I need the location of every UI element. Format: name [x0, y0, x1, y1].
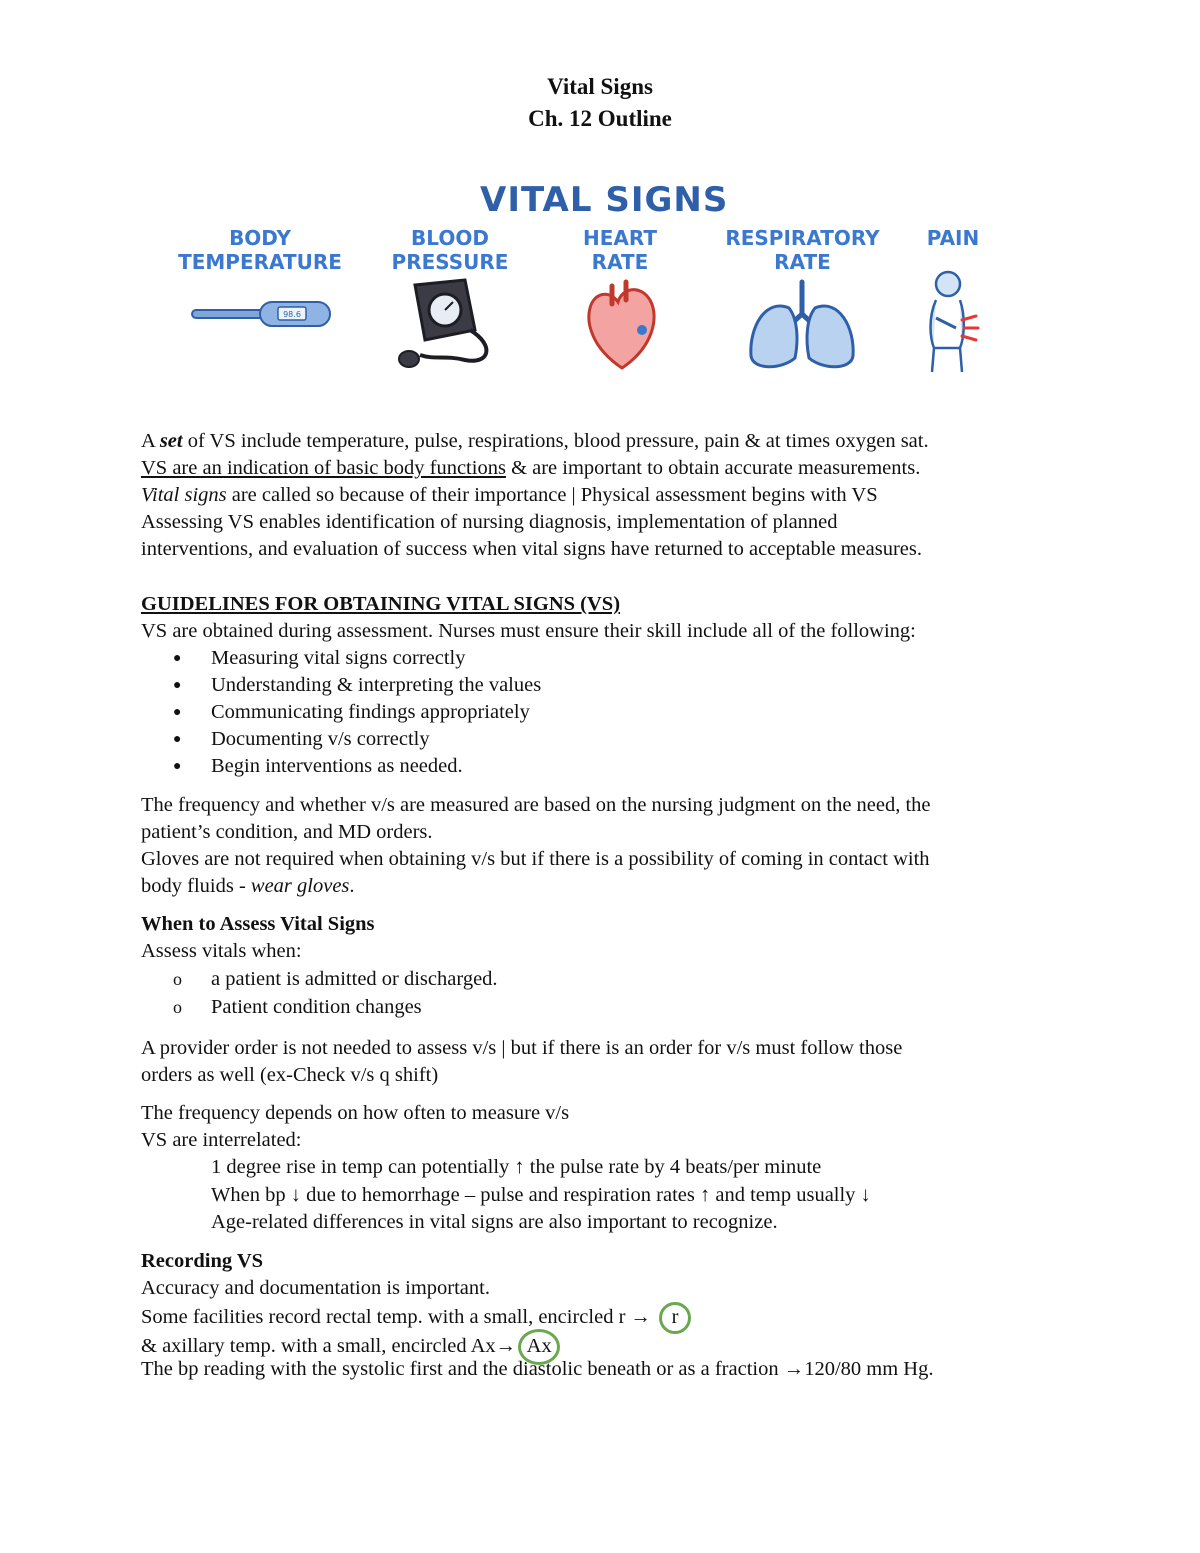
list-item: Patient condition changes [211, 996, 422, 1018]
recording-line-2: Some facilities record rectal temp. with a small, encircled r → r [141, 1302, 691, 1334]
interrelated-sub-3: Age-related differences in vital signs are also important to recognize. [211, 1211, 778, 1233]
gloves-line-1: Gloves are not required when obtaining v/s but if there is a possibility of coming in contact with [141, 848, 930, 870]
page-title: Vital Signs [547, 74, 653, 99]
label-body-temperature: BODY TEMPERATURE [178, 226, 342, 274]
blood-pressure-cuff-icon [395, 275, 505, 375]
illustration-title: VITAL SIGNS [480, 180, 729, 220]
bullet-icon: ● [173, 759, 182, 774]
lungs-icon [745, 278, 860, 374]
pain-figure-icon [918, 268, 982, 376]
bullet-icon: ● [173, 705, 182, 720]
interrelated-sub-1: 1 degree rise in temp can potentially ↑ the pulse rate by 4 beats/per minute [211, 1156, 822, 1178]
bullet-icon: ● [173, 732, 182, 747]
recording-heading: Recording VS [141, 1250, 264, 1272]
label-respiratory-rate: RESPIRATORY RATE [725, 226, 880, 274]
order-line-1: A provider order is not needed to assess v/s | but if there is an order for v/s must follow those [141, 1037, 903, 1059]
thermometer-icon [190, 298, 335, 332]
bullet-icon: ● [173, 651, 182, 666]
thermometer-reading: 98.6 [283, 310, 301, 319]
intro-line-4: Assessing VS enables identification of nursing diagnosis, implementation of planned [141, 511, 838, 533]
frequency-line-1: The frequency and whether v/s are measured are based on the nursing judgment on the need, the [141, 794, 931, 816]
frequency-line-2: patient’s condition, and MD orders. [141, 821, 433, 843]
list-item: Begin interventions as needed. [211, 755, 463, 777]
list-item: Communicating findings appropriately [211, 701, 530, 723]
gloves-line-2: body fluids - wear gloves. [141, 875, 355, 897]
bullet-icon: ● [173, 678, 182, 693]
intro-line-3: Vital signs are called so because of their importance | Physical assessment begins with VS [141, 484, 878, 506]
interrelated-line: VS are interrelated: [141, 1129, 302, 1151]
when-lead: Assess vitals when: [141, 940, 302, 962]
recording-line-1: Accuracy and documentation is important. [141, 1277, 490, 1299]
encircled-ax: Ax [518, 1329, 560, 1365]
intro-line-2: VS are an indication of basic body functions & are important to obtain accurate measurements. [141, 457, 921, 479]
label-blood-pressure: BLOOD PRESSURE [391, 226, 509, 274]
heart-icon [582, 278, 662, 374]
interrelated-sub-2: When bp ↓ due to hemorrhage – pulse and respiration rates ↑ and temp usually ↓ [211, 1184, 871, 1206]
order-line-2: orders as well (ex-Check v/s q shift) [141, 1064, 439, 1086]
frequency-note: The frequency depends on how often to measure v/s [141, 1102, 570, 1124]
list-item: Documenting v/s correctly [211, 728, 430, 750]
label-heart-rate: HEART RATE [582, 226, 658, 274]
label-pain: PAIN [926, 226, 980, 250]
list-item: Measuring vital signs correctly [211, 647, 466, 669]
intro-line-1: A set of VS include temperature, pulse, respirations, blood pressure, pain & at times oxygen sat. [141, 430, 929, 452]
when-heading: When to Assess Vital Signs [141, 913, 375, 935]
intro-line-5: interventions, and evaluation of success when vital signs have returned to acceptable measures. [141, 538, 923, 560]
guidelines-heading: GUIDELINES FOR OBTAINING VITAL SIGNS (VS) [141, 593, 621, 615]
circle-bullet-icon: o [173, 969, 182, 989]
page-subtitle: Ch. 12 Outline [528, 106, 672, 131]
list-item: a patient is admitted or discharged. [211, 968, 498, 990]
circle-bullet-icon: o [173, 997, 182, 1017]
vital-signs-illustration [170, 170, 1030, 400]
recording-line-3: & axillary temp. with a small, encircled Ax→ Ax [141, 1329, 560, 1365]
recording-line-4: The bp reading with the systolic first and the diastolic beneath or as a fraction →120/80 mm Hg. [141, 1358, 934, 1380]
list-item: Understanding & interpreting the values [211, 674, 542, 696]
guidelines-lead: VS are obtained during assessment. Nurses must ensure their skill include all of the following: [141, 620, 916, 642]
encircled-r: r [659, 1302, 691, 1334]
